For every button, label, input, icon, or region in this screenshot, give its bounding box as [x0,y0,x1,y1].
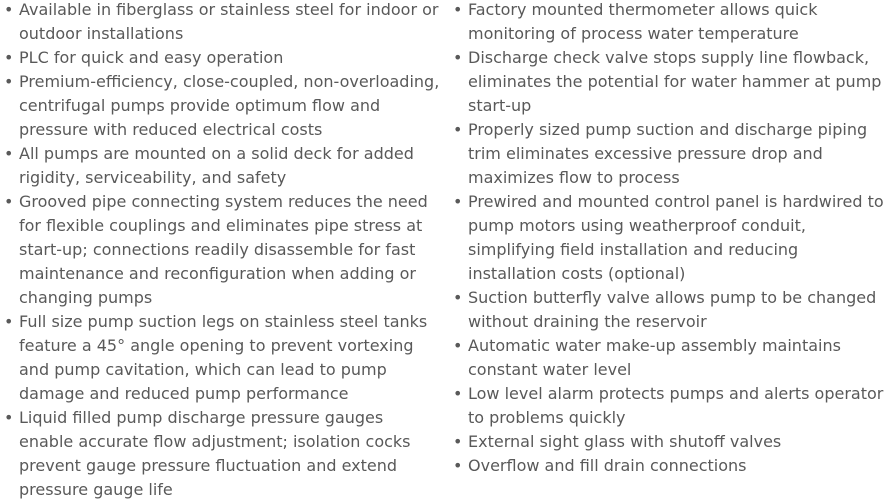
feature-item [453,190,887,286]
bullet-icon: • [4,312,14,331]
feature-text: Available in fiberglass or stainless steel for indoor or outdoor installations [19,0,439,43]
bullet-icon: • [4,144,14,163]
bullet-icon: • [4,0,14,19]
bullet-icon: • [453,456,463,475]
feature-item [453,334,887,382]
feature-item [453,430,887,454]
feature-text: Overflow and fill drain connections [468,456,747,475]
feature-text: Discharge check valve stops supply line flowback, eliminates the potential for water hammer at pump start-up [468,48,882,115]
feature-item [4,142,440,190]
bullet-icon: • [453,48,463,67]
feature-text: Grooved pipe connecting system reduces the need for flexible couplings and eliminates pipe stress at start-up; connections readily disassemble for fast maintenance and reconfiguration when adding or changing pumps [19,192,428,307]
bullet-icon: • [453,288,463,307]
feature-text: All pumps are mounted on a solid deck for added rigidity, serviceability, and safety [19,144,414,187]
feature-text: Prewired and mounted control panel is hardwired to pump motors using weatherproof conduit, simplifying field installation and reducing installation costs (optional) [468,192,884,283]
bullet-icon: • [453,0,463,19]
bullet-icon: • [453,120,463,139]
feature-text: Liquid filled pump discharge pressure gauges enable accurate flow adjustment; isolation cocks prevent gauge pressure fluctuation and extend pressure gauge life [19,408,411,499]
feature-item [453,382,887,430]
feature-item [453,454,887,478]
feature-item [453,0,887,46]
feature-text: Properly sized pump suction and discharge piping trim eliminates excessive pressure drop and maximizes flow to process [468,120,868,187]
bullet-icon: • [4,72,14,91]
bullet-icon: • [4,192,14,211]
feature-text: Full size pump suction legs on stainless steel tanks feature a 45° angle opening to prevent vortexing and pump cavitation, which can lead to pump damage and reduced pump performance [19,312,428,403]
feature-item [4,0,440,46]
bullet-icon: • [453,384,463,403]
feature-item [4,190,440,310]
bullet-icon: • [453,432,463,451]
feature-list-left [4,0,440,502]
bullet-icon: • [4,408,14,427]
feature-item [4,310,440,406]
feature-text: External sight glass with shutoff valves [468,432,782,451]
feature-item [453,46,887,118]
feature-item [4,46,440,70]
bullet-icon: • [4,48,14,67]
feature-item [4,70,440,142]
feature-text: PLC for quick and easy operation [19,48,284,67]
bullet-icon: • [453,336,463,355]
feature-list-right [453,0,887,478]
feature-text: Low level alarm protects pumps and alerts operator to problems quickly [468,384,884,427]
feature-text: Factory mounted thermometer allows quick monitoring of process water temperature [468,0,818,43]
bullet-icon: • [453,192,463,211]
feature-text: Premium-efficiency, close-coupled, non-overloading, centrifugal pumps provide optimum flow and pressure with reduced electrical costs [19,72,440,139]
feature-text: Suction butterfly valve allows pump to be changed without draining the reservoir [468,288,877,331]
feature-item [453,118,887,190]
feature-item [453,286,887,334]
feature-text: Automatic water make-up assembly maintains constant water level [468,336,841,379]
feature-item [4,406,440,502]
